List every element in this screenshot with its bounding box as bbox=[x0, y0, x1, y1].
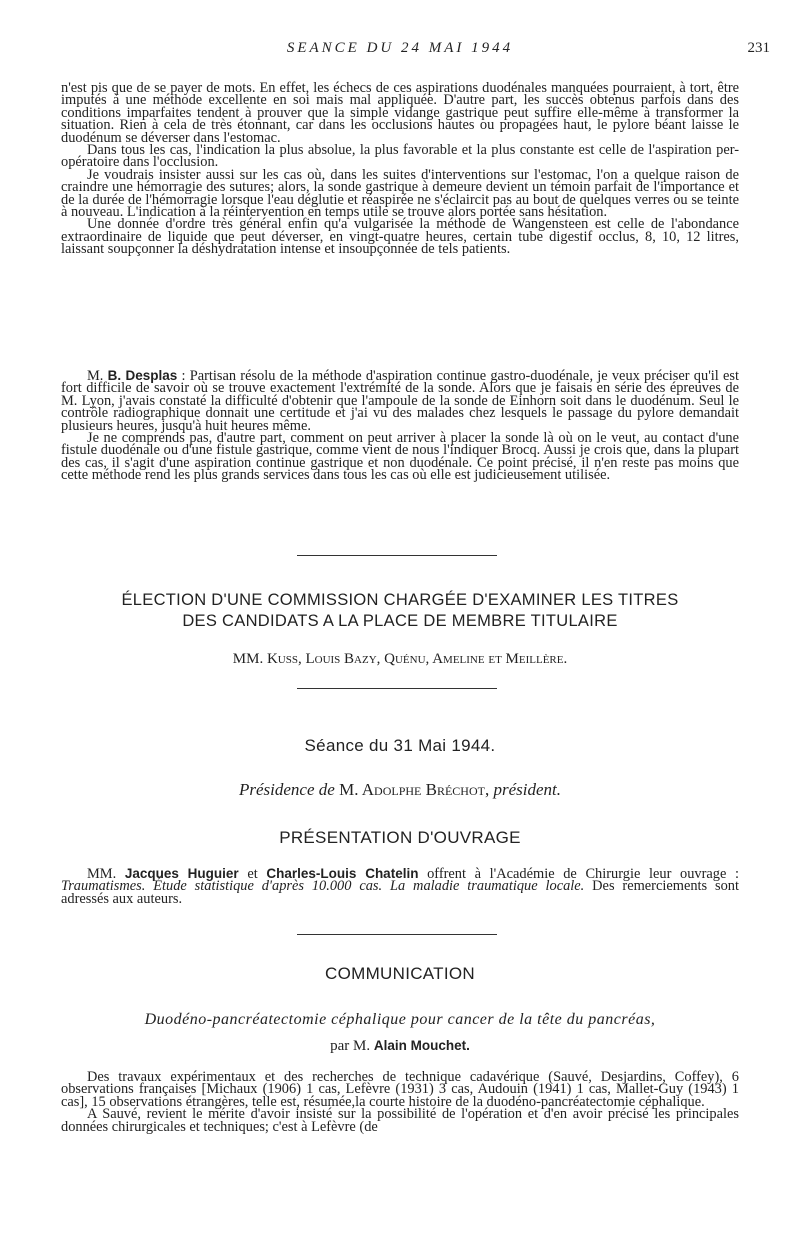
work-title: Traumatismes. Étude statistique d'après 10.000 cas. La maladie traumatique locale. bbox=[61, 878, 585, 895]
presentation-body bbox=[61, 868, 739, 905]
paragraph: Des travaux expérimentaux et des recherches de technique cadavérique (Sauvé, Desjardins, Coffey), 6 observations françaises [Michaux (1906) 1 cas, Lefèvre (1931) 3 cas, Audouin (1941) 1 cas, Mallet-Guy (1943) 1 cas], 15 observations étrangères, telle est, résumée,la courte histoire de la duodéno-pancréatectomie céphalique. bbox=[61, 1069, 739, 1110]
paragraph: Je ne comprends pas, d'autre part, comment on peut arriver à placer la sonde là où on le veut, au contact d'une fistule duodénale ou d'une fistule gastrique, comme vient de nous l'indiquer Brocq. Aussi je crois que, dans la plupart des cas, il s'agit d'une aspiration continue gastrique et non duodénale. Ce point précisé, il n'en reste pas moins que cette méthode rend les plus grands services dans tous les cas où elle est judicieusement utilisée. bbox=[61, 430, 739, 484]
presentation-title: PRÉSENTATION D'OUVRAGE bbox=[279, 828, 521, 847]
running-header bbox=[0, 40, 800, 62]
running-title: SEANCE DU 24 MAI 1944 bbox=[286, 40, 514, 56]
section-divider bbox=[297, 688, 497, 689]
paragraph: Dans tous les cas, l'indication la plus absolue, la plus favorable et la plus constante est celle de l'aspiration per-opératoire dans l'occlusion. bbox=[61, 142, 739, 171]
desplas-intervention bbox=[61, 370, 739, 482]
speaker-prefix: M. bbox=[87, 368, 108, 384]
paragraph: MM. Jacques Huguier et Charles-Louis Chatelin offrent à l'Académie de Chirurgie leur ouvrage : Traumatismes. Étude statistique d'après 10.000 cas. La maladie traumatique locale. Des remerciements sont adressés aux auteurs. bbox=[61, 866, 739, 907]
section-divider bbox=[297, 555, 497, 556]
section-divider bbox=[297, 934, 497, 935]
author-name: Jacques Huguier bbox=[124, 866, 239, 881]
communication-subtitle: Duodéno-pancréatectomie céphalique pour cancer de la tête du pancréas, bbox=[144, 1011, 656, 1028]
paragraph bbox=[61, 370, 739, 432]
speaker-name: B. Desplas bbox=[107, 368, 178, 383]
election-members: MM. Kuss, Louis Bazy, Quénu, Ameline et Meillère. bbox=[232, 651, 568, 667]
seance-title: Séance du 31 Mai 1944. bbox=[304, 736, 496, 755]
communication-byline: par M. Alain Mouchet. bbox=[330, 1038, 470, 1054]
discussion-continued bbox=[61, 82, 739, 256]
communication-body bbox=[61, 1071, 739, 1133]
paragraph: Je voudrais insister aussi sur les cas où, dans les suites d'interventions sur l'estomac, l'on a quelque raison de craindre une hémorragie des sutures; alors, la sonde gastrique à demeure devient un témoin parfait de l'importance et de la durée de l'hémorragie lorsque l'eau déglutie et réaspirée ne s'éclaircit pas au bout de quelques verres ou se teinte à nouveau. L'indication à la réintervention en temps utile se trouve alors portée sans hésitation. bbox=[61, 166, 739, 221]
election-title-line2: DES CANDIDATS A LA PLACE DE MEMBRE TITULAIRE bbox=[182, 612, 618, 630]
speaker-text: : Partisan résolu de la méthode d'aspiration continue gastro-duodénale, je veux préciser qu'il est fort difficile de savoir où se trouve exactement l'extrémité de la sonde. Alors que je faisais en série des épreuves de M. Lyon, j'avais constaté la difficulté d'obtenir que l'ampoule de la sonde de Einhorn soit dans le duodénum. Seul le contrôle radiographique donnait une certitude et j'ai vu des malades chez lesquels le passage du pylore demandait plusieurs heures, jusqu'à huit heures même. bbox=[61, 368, 739, 434]
presidence-line: Présidence de M. Adolphe Bréchot, président. bbox=[239, 780, 561, 799]
communication-title: COMMUNICATION bbox=[325, 964, 475, 983]
election-title-line1: ÉLECTION D'UNE COMMISSION CHARGÉE D'EXAMINER LES TITRES bbox=[121, 591, 679, 609]
paragraph: n'est pis que de se payer de mots. En effet, les échecs de ces aspirations duodénales manquées pourraient, à tort, être imputés à une méthode excellente en soi mais mal appliquée. D'autre part, les succès obtenus parfois dans des conditions imparfaites tendent à prouver que la simple vidange gastrique peut suffire elle-même à transformer la situation. Rien à cela de très étonnant, car dans les occlusions hautes ou propagées haut, le pylore béant laisse le duodénum se déverser dans l'estomac. bbox=[61, 80, 739, 146]
page-number: 231 bbox=[747, 40, 770, 56]
author-name: Alain Mouchet. bbox=[373, 1038, 470, 1053]
paragraph: A Sauvé, revient le mérite d'avoir insisté sur la possibilité de l'opération et d'en avoir précisé les principales données chirurgicales et techniques; c'est à Lefèvre (de bbox=[61, 1106, 739, 1135]
paragraph: Une donnée d'ordre très général enfin qu'a vulgarisée la méthode de Wangensteen est celle de l'abondance extraordinaire de liquide que peut déverser, en vingt-quatre heures, certain tube digestif occlus, 8, 10, 12 litres, laissant soupçonner la déshydratation intense et insoupçonnée de tels patients. bbox=[61, 216, 739, 258]
author-name: Charles-Louis Chatelin bbox=[266, 866, 419, 881]
